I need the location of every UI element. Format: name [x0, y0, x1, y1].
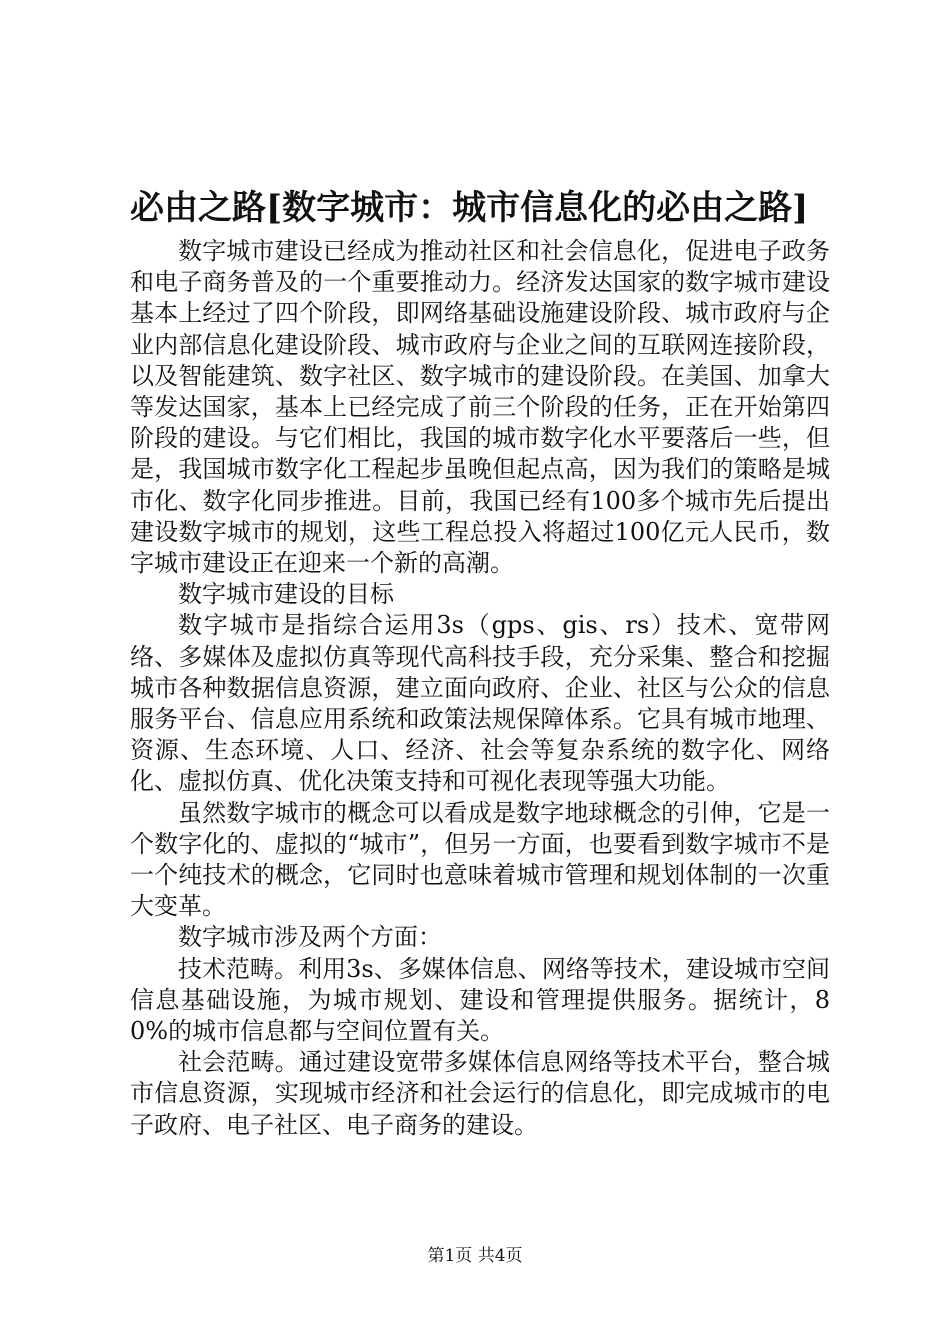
paragraph-goal-heading: 数字城市建设的目标 [178, 580, 394, 609]
document-body [130, 236, 830, 1141]
paragraph-intro: 数字城市建设已经成为推动社区和社会信息化，促进电子政务和电子商务普及的一个重要推动力。经济发达国家的数字城市建设基本上经过了四个阶段，即网络基础设施建设阶段、城市政府与企业内部信息化建设阶段、城市政府与企业之间的互联网连接阶段，以及智能建筑、数字社区、数字城市的建设阶段。在美国、加拿大等发达国家，基本上已经完成了前三个阶段的任务，正在开始第四阶段的建设。与它们相比，我国的城市数字化水平要落后一些，但是，我国城市数字化工程起步虽晚但起点高，因为我们的策略是城市化、数字化同步推进。目前，我国已经有100多个城市先后提出建设数字城市的规划，这些工程总投入将超过100亿元人民币，数字城市建设正在迎来一个新的高潮。 [130, 237, 830, 578]
paragraph-definition: 数字城市是指综合运用3s（gps、gis、rs）技术、宽带网络、多媒体及虚拟仿真等现代高科技手段，充分采集、整合和挖掘城市各种数据信息资源，建立面向政府、企业、社区与公众的信息服务平台、信息应用系统和政策法规保障体系。它具有城市地理、资源、生态环境、人口、经济、社会等复杂系统的数字化、网络化、虚拟仿真、优化决策支持和可视化表现等强大功能。 [130, 611, 830, 796]
paragraph-social-scope: 社会范畴。通过建设宽带多媒体信息网络等技术平台，整合城市信息资源，实现城市经济和社会运行的信息化，即完成城市的电子政府、电子社区、电子商务的建设。 [130, 1048, 830, 1139]
document-title: 必由之路[数字城市：城市信息化的必由之路] [130, 188, 809, 228]
paragraph-technical-scope: 技术范畴。利用3s、多媒体信息、网络等技术，建设城市空间信息基础设施，为城市规划、建设和管理提供服务。据统计，80%的城市信息都与空间位置有关。 [130, 954, 830, 1046]
page-number-footer: 第1页 共4页 [427, 1246, 523, 1266]
paragraph-two-aspects: 数字城市涉及两个方面： [178, 923, 442, 952]
paragraph-concept: 虽然数字城市的概念可以看成是数字地球概念的引伸，它是一个数字化的、虚拟的“城市”，但另一方面，也要看到数字城市不是一个纯技术的概念，它同时也意味着城市管理和规划体制的一次重大变革。 [130, 798, 830, 921]
